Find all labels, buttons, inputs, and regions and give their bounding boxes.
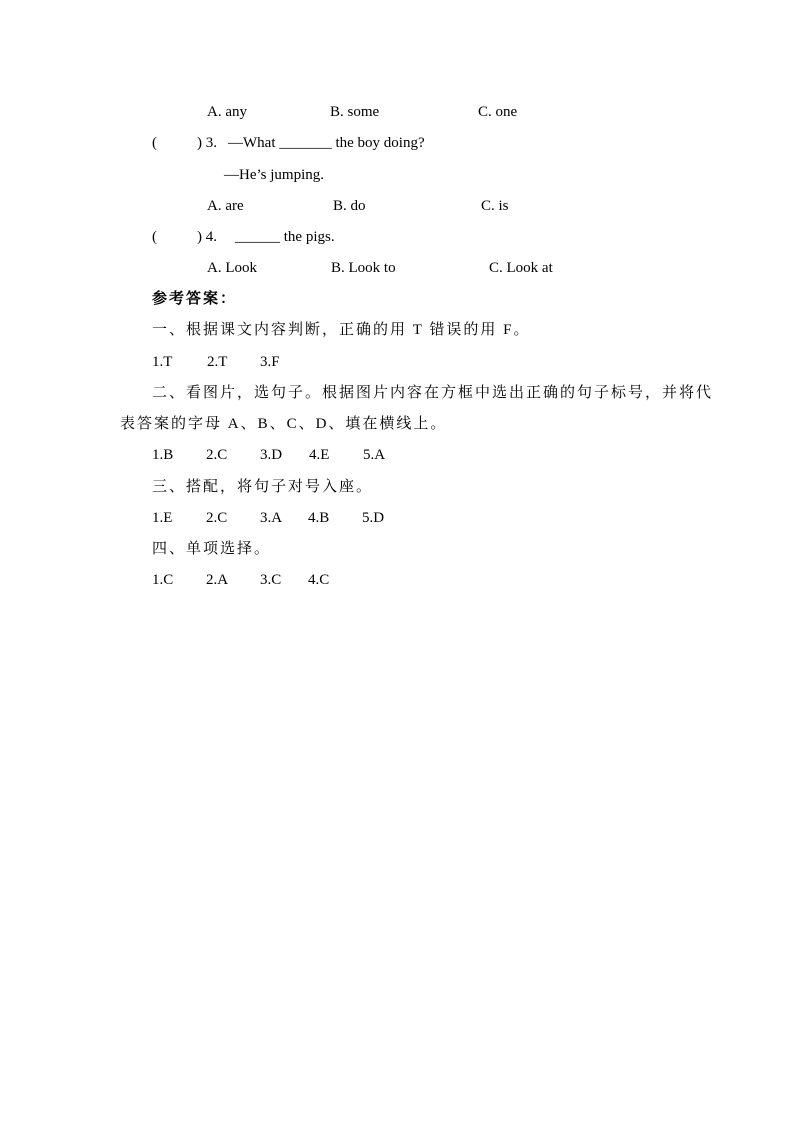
q3-option-b: B. do (333, 198, 366, 214)
part4-answer-3: 3.C (260, 572, 282, 588)
q4-option-b: B. Look to (331, 260, 396, 276)
part2-answer-2: 2.C (206, 447, 228, 463)
q2-option-a: A. any (207, 104, 247, 120)
part4-answer-2: 2.A (206, 572, 229, 588)
answers-heading: 参考答案： (152, 291, 238, 307)
part1-title: 一、根据课文内容判断，正确的用 T 错误的用 F。 (152, 322, 531, 338)
q3-answer-line: —He’s jumping. (224, 167, 324, 183)
q4-paren-open: ( (152, 229, 157, 245)
part3-answer-1: 1.E (152, 510, 173, 526)
part2-title-line1: 二、看图片，选句子。根据图片内容在方框中选出正确的句子标号，并将代 (152, 385, 714, 401)
q4-option-a: A. Look (207, 260, 257, 276)
q3-option-c: C. is (481, 198, 509, 214)
part3-answer-4: 4.B (308, 510, 330, 526)
part2-answer-3: 3.D (260, 447, 283, 463)
q2-option-c: C. one (478, 104, 518, 120)
part4-title: 四、单项选择。 (152, 541, 272, 557)
part4-answer-1: 1.C (152, 572, 174, 588)
part3-title: 三、搭配，将句子对号入座。 (152, 479, 374, 495)
part4-answer-4: 4.C (308, 572, 330, 588)
part1-answer-3: 3.F (260, 354, 280, 370)
part2-answer-4: 4.E (309, 447, 330, 463)
q4-option-c: C. Look at (489, 260, 553, 276)
q3-option-a: A. are (207, 198, 244, 214)
q3-question: —What _______ the boy doing? (228, 135, 425, 151)
part2-answer-5: 5.A (363, 447, 386, 463)
q4-question: ______ the pigs. (235, 229, 335, 245)
part3-answer-3: 3.A (260, 510, 283, 526)
part1-answer-2: 2.T (207, 354, 228, 370)
q3-paren-open: ( (152, 135, 157, 151)
part3-answer-2: 2.C (206, 510, 228, 526)
part3-answer-5: 5.D (362, 510, 385, 526)
q4-number: ) 4. (197, 229, 217, 245)
q3-number: ) 3. (197, 135, 217, 151)
part2-title-line2: 表答案的字母 A、B、C、D、填在横线上。 (120, 416, 448, 432)
part2-answer-1: 1.B (152, 447, 174, 463)
q2-option-b: B. some (330, 104, 380, 120)
part1-answer-1: 1.T (152, 354, 173, 370)
